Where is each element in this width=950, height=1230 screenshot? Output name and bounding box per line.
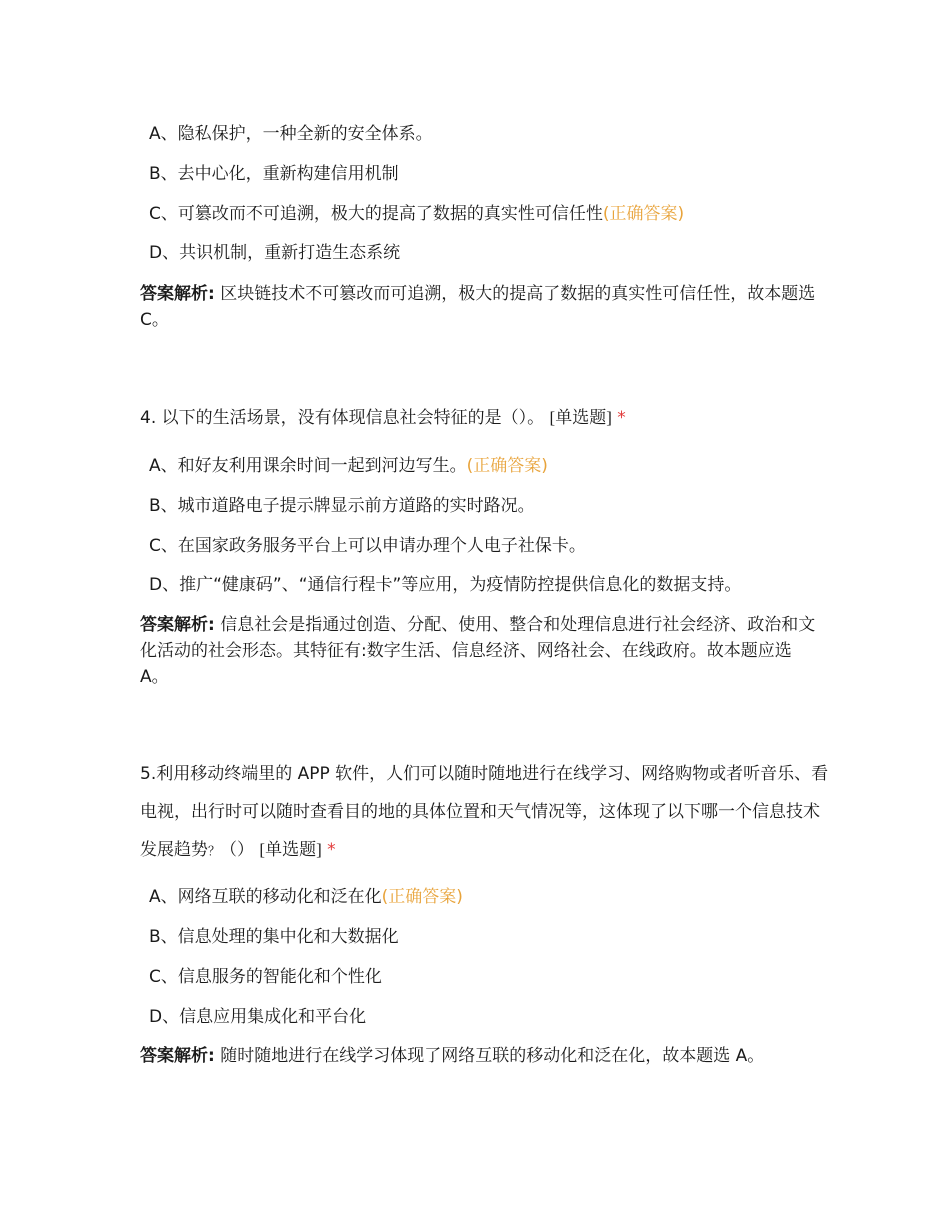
q3-option-b-label: B、去中心化，重新构建信用机制 xyxy=(149,164,399,184)
q3-correct-answer-tag: (正确答案) xyxy=(602,204,685,224)
q4-title xyxy=(140,399,830,437)
q4-option-b-label: B、城市道路电子提示牌显示前方道路的实时路况。 xyxy=(149,496,535,516)
q5-explanation xyxy=(140,1043,820,1069)
q4-title-text: 4. 以下的生活场景，没有体现信息社会特征的是（）。 xyxy=(140,408,545,428)
q4-type: [单选题] xyxy=(549,408,612,427)
q3-option-b xyxy=(149,163,399,185)
q3-option-a xyxy=(149,123,433,145)
q4-explain-text: 信息社会是指通过创造、分配、使用、整合和处理信息进行社会经济、政治和文化活动的社会形态。其特征有:数字生活、信息经济、网络社会、在线政府。故本题应选 A。 xyxy=(140,615,816,687)
q4-option-a xyxy=(149,455,548,477)
q5-option-a xyxy=(149,886,463,908)
q5-correct-answer-tag: (正确答案) xyxy=(381,887,463,907)
q5-paren: （） xyxy=(220,840,255,860)
q4-required-mark: * xyxy=(617,408,626,428)
q5-option-d xyxy=(149,1006,366,1028)
q4-option-b xyxy=(149,495,535,517)
q3-option-d-label: D、共识机制，重新打造生态系统 xyxy=(149,243,401,263)
q3-explain-text: 区块链技术不可篡改而可追溯，极大的提高了数据的真实性可信任性，故本题选 C。 xyxy=(140,284,816,330)
q5-question-mark: ？ xyxy=(208,844,221,858)
q5-title xyxy=(140,755,830,870)
q3-option-c-label: C、可篡改而不可追溯，极大的提高了数据的真实性可信任性 xyxy=(149,204,603,224)
q4-explanation xyxy=(140,612,820,690)
q4-option-c-label: C、在国家政务服务平台上可以申请办理个人电子社保卡。 xyxy=(149,536,586,556)
q3-option-d xyxy=(149,242,400,264)
q3-explain-label: 答案解析: xyxy=(140,284,215,304)
q5-option-b-label: B、信息处理的集中化和大数据化 xyxy=(149,927,399,947)
q4-option-d xyxy=(149,574,741,596)
q4-option-c xyxy=(149,535,586,557)
q5-explain-text: 随时随地进行在线学习体现了网络互联的移动化和泛在化，故本题选 A。 xyxy=(214,1046,765,1066)
q3-option-a-label: A、隐私保护，一种全新的安全体系。 xyxy=(149,124,433,144)
q3-option-c xyxy=(149,203,684,225)
q5-option-c-label: C、信息服务的智能化和个性化 xyxy=(149,967,382,987)
q5-explain-label: 答案解析: xyxy=(140,1046,215,1066)
q5-required-mark: * xyxy=(327,840,336,860)
q3-explanation xyxy=(140,281,820,333)
q4-explain-label: 答案解析: xyxy=(140,615,215,635)
q4-correct-answer-tag: (正确答案) xyxy=(466,456,548,476)
q5-option-c xyxy=(149,966,382,988)
q4-option-a-label: A、和好友利用课余时间一起到河边写生。 xyxy=(149,456,467,476)
q5-type: [单选题] xyxy=(259,840,322,859)
q5-option-d-label: D、信息应用集成化和平台化 xyxy=(149,1007,367,1027)
q4-option-d-label: D、推广“健康码”、“通信行程卡”等应用，为疫情防控提供信息化的数据支持。 xyxy=(149,575,742,595)
q5-option-b xyxy=(149,926,399,948)
q5-title-text: 5.利用移动终端里的 APP 软件，人们可以随时随地进行在线学习、网络购物或者听音乐、看电视，出行时可以随时查看目的地的具体位置和天气情况等，这体现了以下哪一个信息技术发展趋势 xyxy=(140,764,829,860)
q5-option-a-label: A、网络互联的移动化和泛在化 xyxy=(149,887,382,907)
